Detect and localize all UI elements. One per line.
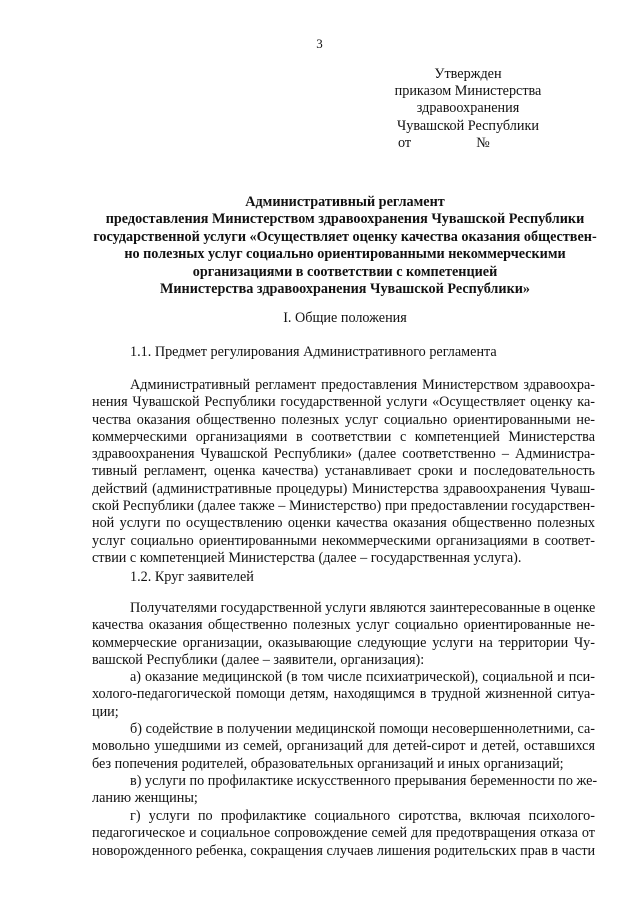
text-line: тивный регламент, оценка качества) устанавливает сроки и последовательность [92, 463, 595, 480]
list-item-g [92, 808, 595, 860]
approval-line: приказом Министерства [394, 83, 542, 100]
title-line: Министерства здравоохранения Чувашской Республики» [159, 281, 531, 298]
document-title [86, 194, 604, 298]
text-line: чества оказания общественно полезных услуг социально ориентированными не- [92, 411, 595, 428]
title-line: предоставления Министерством здравоохранения Чувашской Республики [105, 211, 585, 228]
approval-date-number-line [378, 135, 558, 152]
text-line: мовольно ушедшими из семей, организаций для детей-сирот и детей, оставшихся [92, 738, 595, 755]
text-line: вашской Республики (далее – заявители, организация): [92, 651, 425, 668]
text-line: Административный регламент предоставления Министерством здравоохра- [130, 377, 595, 393]
text-line: а) оказание медицинской (в том числе психиатрической), социальной и пси- [130, 669, 595, 685]
text-line: Получателями государственной услуги являются заинтересованные в оценке [130, 600, 596, 616]
title-line: но полезных услуг социально ориентированными некоммерческими [124, 246, 566, 263]
text-line: действий (административные процедуры) Министерства здравоохранения Чуваш- [92, 480, 595, 497]
approval-line: Утвержден [434, 66, 502, 82]
text-line: б) содействие в получении медицинской помощи несовершеннолетними, са- [130, 721, 595, 737]
text-line: ствии с компетенцией Министерства (далее – государственная услуга). [92, 549, 522, 566]
paragraph-regulation-subject [92, 377, 595, 567]
text-line: услуг социально ориентированными некоммерческими организациями в соответ- [92, 532, 595, 549]
text-line: г) услуги по профилактике социального сиротства, включая психолого- [130, 808, 595, 824]
paragraph-applicants [92, 600, 595, 669]
section-heading: I. Общие положения [283, 310, 407, 326]
text-line: ной услуги по осуществлению оценки качества оказания общественно полезных [92, 515, 595, 532]
list-item-b [92, 721, 595, 773]
text-line: нения Чувашской Республики государственной услуги «Осуществляет оценку ка- [92, 394, 595, 411]
title-line: государственной услуги «Осуществляет оценку качества оказания обществен- [93, 228, 597, 245]
list-item-v [92, 773, 598, 808]
approval-number-sign: № [476, 134, 490, 151]
text-line: ланию женщины; [92, 790, 198, 807]
subsection-heading: 1.2. Круг заявителей [130, 569, 254, 585]
title-line: организациями в соответствии с компетенцией [192, 263, 498, 280]
approval-from-label: от [398, 134, 412, 151]
text-line: коммерческие организации, оказывающие следующие услуги на территории Чу- [92, 634, 595, 651]
approval-line: Чувашской Республики [397, 117, 539, 134]
list-item-a [92, 669, 595, 721]
text-line: ции; [92, 703, 119, 720]
text-line: ской Республики (далее также – Министерство) при предоставлении государствен- [92, 498, 595, 515]
subsection-heading: 1.1. Предмет регулирования Административного регламента [130, 344, 497, 360]
approval-line: здравоохранения [416, 100, 520, 117]
text-line: качества оказания общественно полезных услуг социально ориентированные не- [92, 617, 595, 634]
text-line: здравоохранения Чувашской Республики» (далее соответственно – Администра- [92, 446, 595, 463]
text-line: коммерческими организациями в соответствии с компетенцией Министерства [92, 428, 595, 445]
text-line: холого-педагогической помощи детям, находящимся в трудной жизненной ситуа- [92, 686, 595, 703]
text-line: педагогическое и социальное сопровождение семей для предотвращения отказа от [92, 825, 595, 842]
text-line: в) услуги по профилактике искусственного прерывания беременности по же- [130, 773, 598, 789]
page-number: 3 [316, 36, 323, 51]
approval-block [378, 66, 558, 152]
title-line: Административный регламент [245, 194, 445, 210]
text-line: новорожденного ребенка, сокращения случаев лишения родительских прав в части [92, 842, 596, 859]
text-line: без попечения родителей, образовательных организаций и иных организаций; [92, 755, 564, 772]
